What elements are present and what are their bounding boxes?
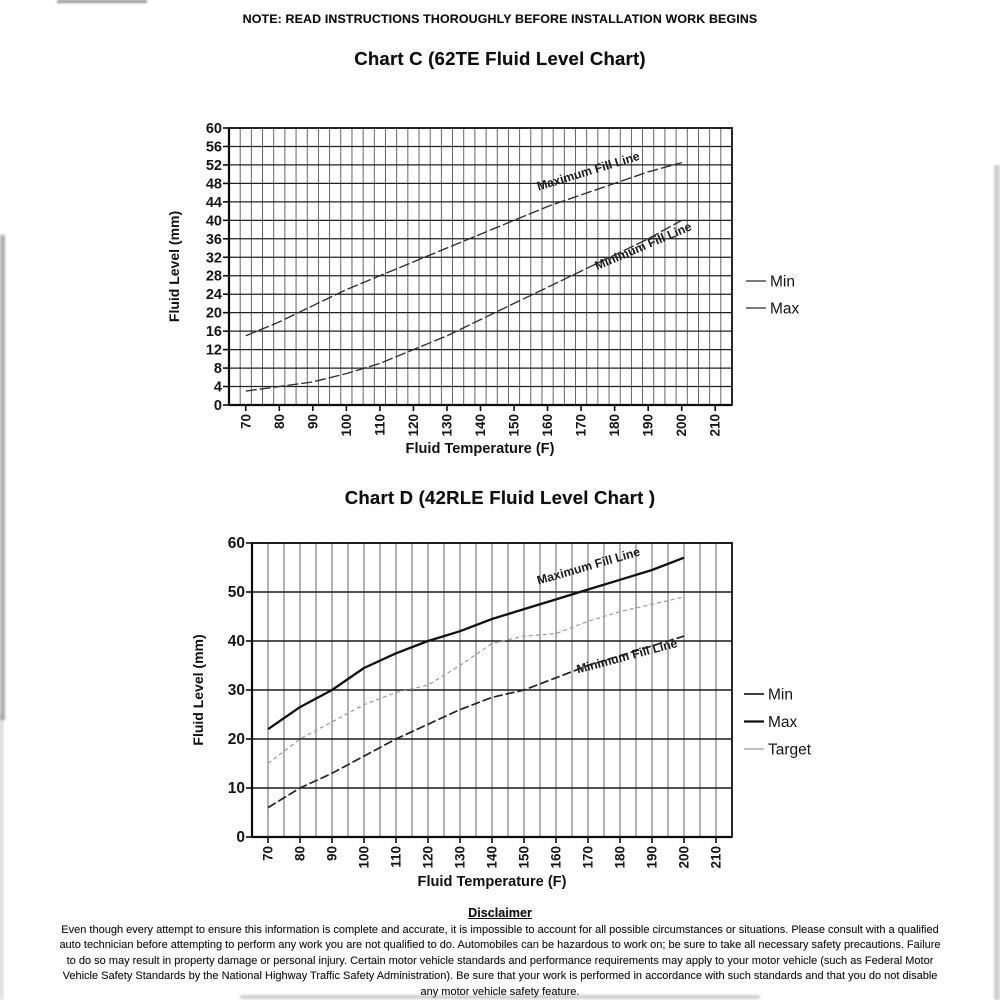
- chart_d-legend-label-max: Max: [768, 714, 798, 731]
- chart_d-legend-label-min: Min: [768, 686, 793, 704]
- chart_c-x-tick-label: 120: [405, 414, 421, 437]
- chart_d-x-tick-label: 110: [388, 846, 404, 868]
- chart_d-line-annotation: Maximum Fill Line: [535, 544, 642, 588]
- chart_d-x-tick-label: 200: [676, 846, 692, 869]
- chart_c-x-tick-label: 210: [707, 414, 723, 437]
- chart_d-line-annotation: Minimum Fill Line: [575, 636, 679, 677]
- chart_c-x-tick-label: 80: [271, 414, 287, 430]
- chart_c-y-tick-label: 40: [205, 213, 222, 230]
- chart_c-y-tick-label: 8: [213, 361, 222, 378]
- chart_d-group: [190, 535, 812, 890]
- chart_c-y-tick-label: 24: [205, 287, 222, 304]
- chart_d-x-tick-label: 130: [452, 846, 468, 869]
- disclaimer-body: Even though every attempt to ensure this information is complete and accurate, it is impossible to account for all possible circumstances or situations. Please consult with a qualified auto technician before attempting to perform any work you are not qualified to do. Automobiles can be hazardous to work on; be sure to take all necessary safety precautions. Failure to do so may result in property damage or personal injury. Certain motor vehicle standards and performance requirements may apply to your motor vehicle (such as Federal Motor Vehicle Safety Standards by the National Highway Traffic Safety Administration). Be sure that your work is performed in accordance with such standards and that you do not disable any motor vehicle safety feature.: [59, 924, 941, 998]
- chart_c-legend-item-min: [746, 274, 795, 291]
- chart_c-legend-item-max: [746, 301, 800, 318]
- chart_c-x-tick-label: 90: [305, 414, 321, 430]
- chart_c-y-axis-title: Fluid Level (mm): [166, 210, 182, 323]
- chart_c-y-tick-label: 52: [205, 157, 222, 174]
- chart_c-x-tick-label: 150: [506, 414, 522, 437]
- chart_c-y-tick-label: 56: [205, 139, 222, 156]
- chart_c-y-tick-label: 16: [205, 324, 222, 341]
- chart_c-legend-label-min: Min: [770, 273, 795, 291]
- chart_d-y-tick-label: 20: [227, 731, 245, 748]
- chart_d-legend-item-max: [744, 714, 798, 731]
- chart_c-line-annotation: Maximum Fill Line: [535, 148, 642, 194]
- chart_c-x-tick-label: 100: [338, 414, 354, 437]
- chart_d-y-tick-label: 50: [227, 584, 245, 601]
- chart_c-y-tick-label: 60: [205, 121, 222, 137]
- instruction-note: NOTE: READ INSTRUCTIONS THOROUGHLY BEFORE INSTALLATION WORK BEGINS: [242, 12, 758, 26]
- chart_d-y-tick-label: 40: [227, 633, 245, 650]
- chart_d-y-tick-label: 60: [227, 535, 245, 552]
- chart_d-y-axis-title: Fluid Level (mm): [190, 634, 206, 746]
- chart_d-y-tick-label: 10: [227, 780, 245, 797]
- chart_d-x-tick-label: 160: [548, 846, 564, 869]
- chart_c-x-tick-label: 140: [473, 414, 488, 437]
- chart-c-title: Chart C (62TE Fluid Level Chart): [354, 48, 646, 69]
- chart_c-x-tick-label: 110: [372, 414, 388, 436]
- chart_d-y-tick-label: 0: [236, 829, 245, 846]
- chart-d-title: Chart D (42RLE Fluid Level Chart ): [344, 487, 656, 508]
- chart_c-y-tick-label: 0: [213, 398, 222, 414]
- chart_c-legend-label-max: Max: [770, 300, 800, 318]
- chart_c-line-annotation: Minimum Fill Line: [592, 219, 694, 273]
- chart_d-x-axis-title: Fluid Temperature (F): [417, 874, 567, 890]
- chart_c-y-tick-label: 32: [205, 250, 222, 267]
- chart_d-x-tick-label: 100: [356, 846, 372, 869]
- chart_d-x-tick-label: 80: [292, 846, 308, 862]
- chart_c-group: [166, 121, 800, 457]
- chart_d-y-tick-label: 30: [227, 682, 245, 699]
- chart_c-y-tick-label: 20: [205, 305, 222, 322]
- chart_c-y-tick-label: 36: [205, 231, 222, 248]
- chart_c-y-tick-label: 4: [213, 379, 222, 396]
- chart_d-legend-item-min: [744, 687, 793, 704]
- chart_d-legend-item-target: [744, 742, 812, 759]
- chart_d-x-tick-label: 140: [484, 846, 500, 869]
- chart_c-x-tick-label: 190: [640, 414, 656, 437]
- disclaimer-section: [0, 906, 1000, 1000]
- chart_c-y-tick-label: 12: [205, 342, 222, 359]
- chart_d-x-tick-label: 170: [580, 846, 596, 869]
- chart_c-y-tick-label: 28: [205, 268, 222, 285]
- chart_c-x-tick-label: 200: [674, 414, 690, 437]
- chart_d-x-tick-label: 210: [708, 846, 724, 869]
- disclaimer-title: Disclaimer: [468, 906, 532, 920]
- chart_c-x-tick-label: 170: [573, 414, 589, 437]
- chart_d-x-tick-label: 180: [612, 846, 628, 869]
- chart_c-x-tick-label: 160: [540, 414, 556, 437]
- chart_c-x-tick-label: 130: [439, 414, 455, 437]
- chart_c-x-axis-title: Fluid Temperature (F): [405, 441, 555, 457]
- chart_d-x-tick-label: 150: [516, 846, 532, 869]
- chart_d-x-tick-label: 90: [324, 846, 340, 862]
- chart_d-x-tick-label: 70: [260, 846, 276, 862]
- chart_d-x-tick-label: 190: [644, 846, 660, 869]
- chart_c-x-tick-label: 180: [607, 414, 623, 437]
- chart_c-x-tick-label: 70: [238, 414, 254, 430]
- chart_c-y-tick-label: 48: [205, 176, 222, 193]
- chart_d-x-tick-label: 120: [420, 846, 436, 869]
- chart_c-y-tick-label: 44: [205, 194, 222, 211]
- chart_d-legend-label-target: Target: [768, 741, 812, 759]
